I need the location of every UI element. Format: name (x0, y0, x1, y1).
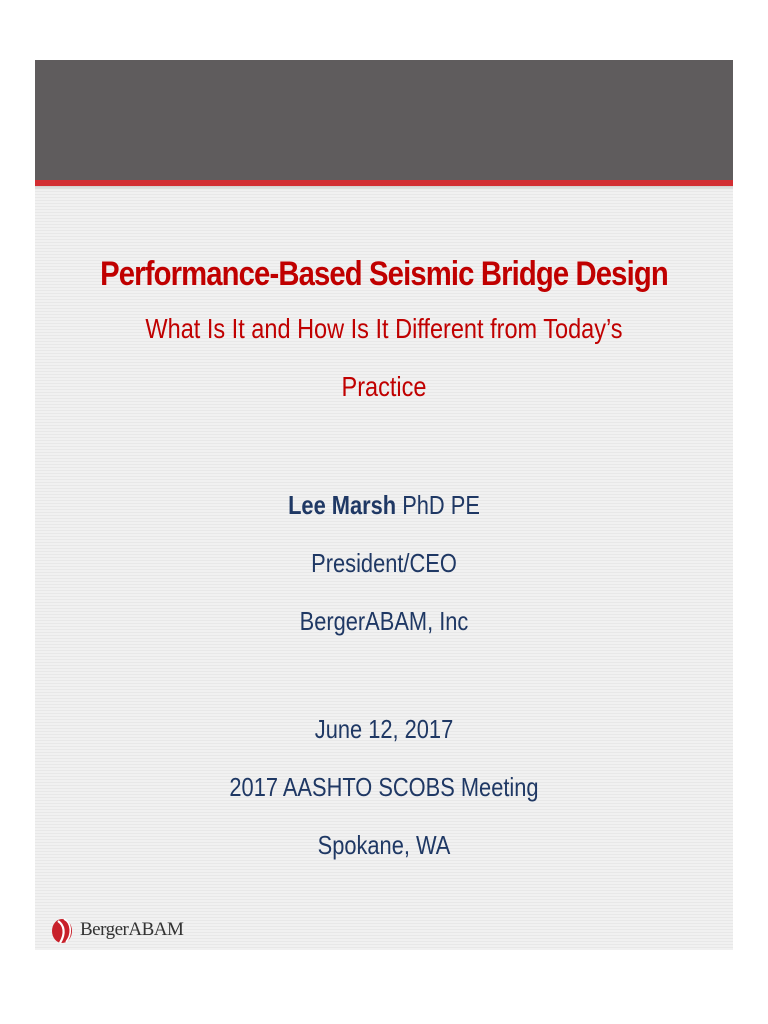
bergerabam-logo-icon (50, 915, 76, 945)
event-name: 2017 AASHTO SCOBS Meeting (229, 772, 539, 802)
presenter-role: President/CEO (311, 548, 457, 578)
presenter-name: Lee Marsh (288, 490, 397, 520)
title-slide (35, 60, 733, 950)
presentation-date: June 12, 2017 (314, 714, 454, 744)
presenter-credentials: PhD PE (396, 490, 480, 520)
presenter-company: BergerABAM, Inc (299, 606, 469, 636)
slide-title: Performance-Based Seismic Bridge Design (100, 255, 668, 293)
slide-subtitle (91, 300, 677, 416)
presenter-line (91, 476, 677, 534)
header-bar (35, 60, 733, 180)
accent-line-shadow (35, 186, 733, 190)
presenter-info (35, 476, 733, 874)
company-logo (50, 910, 183, 950)
title-block (35, 248, 733, 416)
info-spacer (35, 650, 733, 700)
logo-text: BergerABAM (80, 919, 184, 940)
event-location: Spokane, WA (317, 830, 451, 860)
subtitle-line-2: Practice (341, 371, 427, 402)
subtitle-line-1: What Is It and How Is It Different from Today’s (145, 313, 623, 344)
